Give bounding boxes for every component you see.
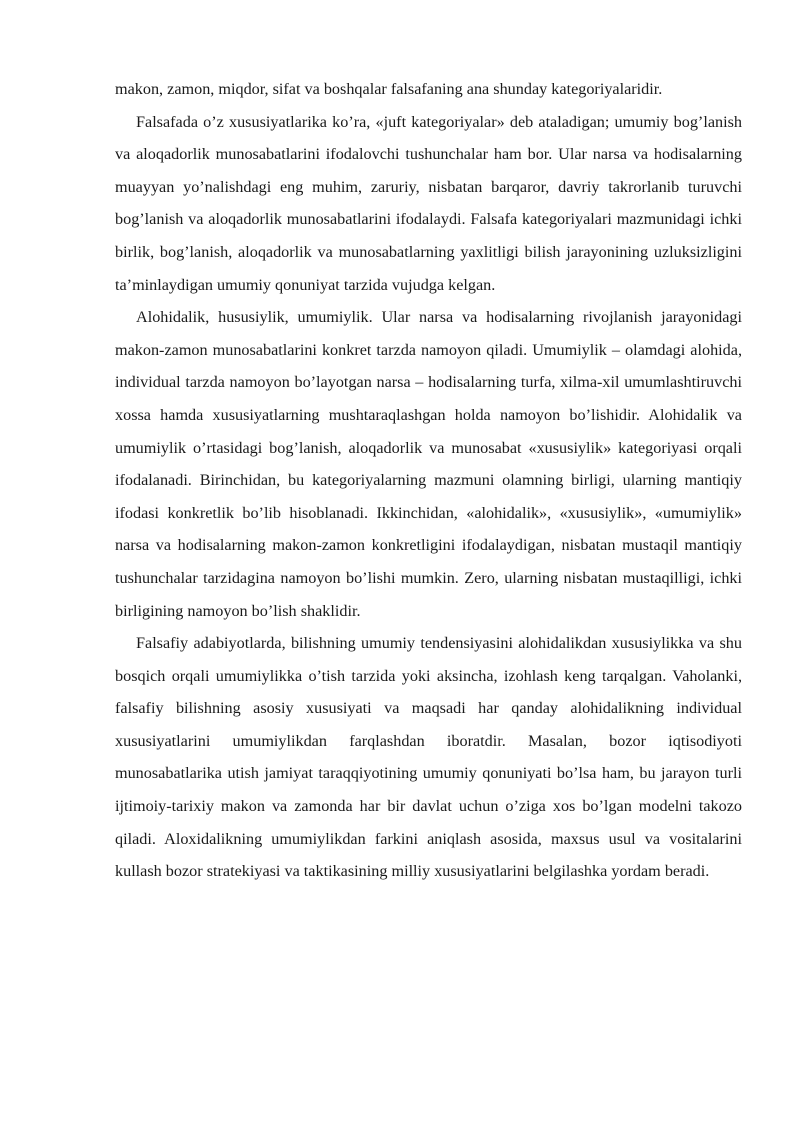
paragraph-alohidalik-xususiylik-umumiylik: Alohidalik, hususiylik, umumiylik. Ular narsa va hodisalarning rivojlanish jarayonidagi makon-zamon munosabatlarini konkret tarzda namoyon qiladi. Umumiylik – olamdagi alohida, individual tarzda namoyon bo’layotgan narsa – hodisalarning turfa, xilma-xil umumlashtiruvchi xossa hamda xususiyatlarning mushtaraqlashgan holda namoyon bo’lishidir. Alohidalik va umumiylik o’rtasidagi bog’lanish, aloqadorlik va munosabat «xususiylik» kategoriyasi orqali ifodalanadi. Birinchidan, bu kategoriyalarning mazmuni olamning birligi, ularning mantiqiy ifodasi konkretlik bo’lib hisoblanadi. Ikkinchidan, «alohidalik», «xususiylik», «umumiylik» narsa va hodisalarning makon-zamon konkretligini ifodalaydigan, nisbatan mustaqil mantiqiy tushunchalar tarzidagina namoyon bo’lishi mumkin. Zero, ularning nisbatan mustaqilligi, ichki birligining namoyon bo’lish shaklidir. <box>115 308 742 620</box>
paragraph-juft-kategoriyalar: Falsafada o’z xususiyatlarika ko’ra, «juft kategoriyalar» deb ataladigan; umumiy bog’lanish va aloqadorlik munosabatlarini ifodalovchi tushunchalar ham bor. Ular narsa va hodisalarning muayyan yo’nalishdagi eng muhim, zaruriy, nisbatan barqaror, davriy takrorlanib turuvchi bog’lanish va aloqadorlik munosabatlarini ifodalaydi. Falsafa kategoriyalari mazmunidagi ichki birlik, bog’lanish, aloqadorlik va munosabatlarning yaxlitligi bilish jarayonining uzluksizligini ta’minlaydigan umumiy qonuniyat tarzida vujudga kelgan. <box>115 112 742 294</box>
paragraph-continuation: makon, zamon, miqdor, sifat va boshqalar falsafaning ana shunday kategoriyalaridir. <box>115 80 663 98</box>
paragraph-falsafiy-adabiyotlar: Falsafiy adabiyotlarda, bilishning umumiy tendensiyasini alohidalikdan xususiylikka va shu bosqich orqali umumiylikka o’tish tarzida yoki aksincha, izohlash keng tarqalgan. Vaholanki, falsafiy bilishning asosiy xususiyati va maqsadi har qanday alohidalikning individual xususiyatlarini umumiylikdan farqlashdan iboratdir. Masalan, bozor iqtisodiyoti munosabatlarika utish jamiyat taraqqiyotining umumiy qonuniyati bo’lsa ham, bu jarayon turli ijtimoiy-tarixiy makon va zamonda har bir davlat uchun o’ziga xos bo’lgan modelni takozo qiladi. Aloxidalikning umumiylikdan farkini aniqlash asosida, maxsus usul va vositalarini kullash bozor stratekiyasi va taktikasining milliy xususiyatlarini belgilashka yordam beradi. <box>115 634 742 881</box>
document-page <box>115 73 742 888</box>
